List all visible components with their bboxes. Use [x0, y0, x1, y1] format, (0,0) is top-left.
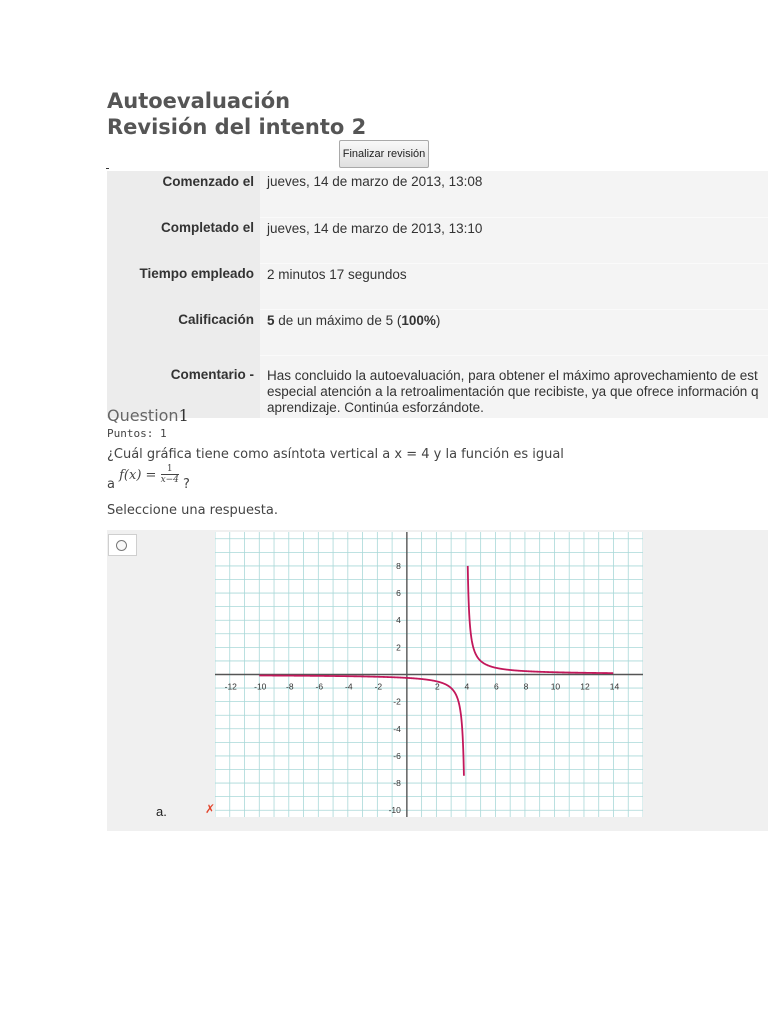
grade-value — [260, 309, 768, 355]
started-label: Comenzado el — [107, 171, 260, 217]
y-tick-label: 8 — [396, 560, 401, 571]
grade-label: Calificación — [107, 309, 260, 355]
y-tick-label: -10 — [388, 805, 401, 816]
divider — [106, 168, 109, 169]
x-tick-label: 6 — [494, 681, 499, 692]
grade-score: 5 — [267, 312, 275, 328]
x-tick-label: -2 — [374, 681, 383, 692]
formula-fraction — [161, 464, 179, 485]
y-tick-label: 4 — [396, 615, 401, 626]
y-tick-label: -8 — [393, 778, 401, 789]
finish-review-button[interactable]: Finalizar revisión — [339, 140, 429, 168]
option-a-radio[interactable] — [116, 540, 127, 551]
y-tick-label: -6 — [393, 750, 401, 761]
comment-line: Has concluido la autoevaluación, para obtener el máximo aprovechamiento de est — [267, 367, 758, 383]
x-tick-label: 2 — [435, 681, 440, 692]
option-a-label: a. — [156, 804, 167, 819]
question-formula — [107, 462, 190, 492]
grade-end: ) — [435, 312, 441, 328]
x-tick-label: 4 — [464, 681, 470, 692]
incorrect-icon: ✗ — [205, 802, 216, 816]
summary-row-grade — [107, 309, 768, 355]
x-tick-label: 8 — [523, 681, 529, 692]
option-a-graph — [215, 532, 643, 817]
question-points: Puntos: 1 — [107, 427, 167, 440]
time-value: 2 minutos 17 segundos — [260, 263, 768, 309]
page-title-line1: Autoevaluación — [107, 89, 291, 113]
formula-numerator: 1 — [161, 464, 179, 475]
summary-row-completed — [107, 217, 768, 263]
comment-value — [260, 355, 768, 418]
time-label: Tiempo empleado — [107, 263, 260, 309]
answer-prompt: Seleccione una respuesta. — [107, 503, 278, 518]
formula-denominator: x−4 — [160, 475, 179, 485]
question-text: ¿Cuál gráfica tiene como asíntota vertical a x = 4 y la función es igual — [107, 447, 564, 462]
page-title-line2: Revisión del intento 2 — [107, 115, 367, 139]
y-tick-label: 6 — [396, 588, 401, 599]
y-tick-label: 2 — [396, 642, 401, 653]
summary-row-time — [107, 263, 768, 309]
started-value: jueves, 14 de marzo de 2013, 13:08 — [260, 171, 768, 217]
option-a-radio-frame[interactable] — [108, 534, 137, 556]
grade-middle: de un máximo de 5 ( — [274, 312, 402, 328]
y-tick-label: -4 — [393, 723, 401, 734]
question-title: Question — [107, 406, 179, 425]
x-tick-label: -4 — [345, 681, 353, 692]
x-tick-label: -6 — [315, 681, 324, 692]
x-tick-label: -10 — [254, 681, 267, 692]
comment-label: Comentario - — [107, 355, 260, 418]
x-tick-label: -12 — [224, 681, 237, 692]
formula-suffix: ? — [183, 477, 190, 492]
completed-label: Completado el — [107, 217, 260, 263]
x-tick-label: 12 — [580, 681, 590, 692]
x-tick-label: 10 — [550, 681, 561, 692]
y-tick-label: -2 — [393, 696, 401, 707]
page-title — [107, 88, 366, 140]
x-tick-label: -8 — [286, 681, 294, 692]
x-tick-label: 14 — [609, 681, 620, 692]
comment-line: especial atención a la retroalimentación que recibiste, ya que ofrece información q — [267, 383, 759, 399]
formula-prefix: a — [107, 477, 115, 492]
question-number: 1 — [178, 406, 189, 425]
summary-row-started — [107, 171, 768, 217]
formula-lhs: f(x) = — [119, 468, 157, 483]
attempt-summary-table — [107, 171, 768, 418]
question-heading — [107, 406, 189, 425]
grade-percent: 100% — [401, 312, 436, 328]
completed-value: jueves, 14 de marzo de 2013, 13:10 — [260, 217, 768, 263]
summary-row-comment — [107, 355, 768, 418]
comment-line: aprendizaje. Continúa esforzándote. — [267, 399, 484, 415]
